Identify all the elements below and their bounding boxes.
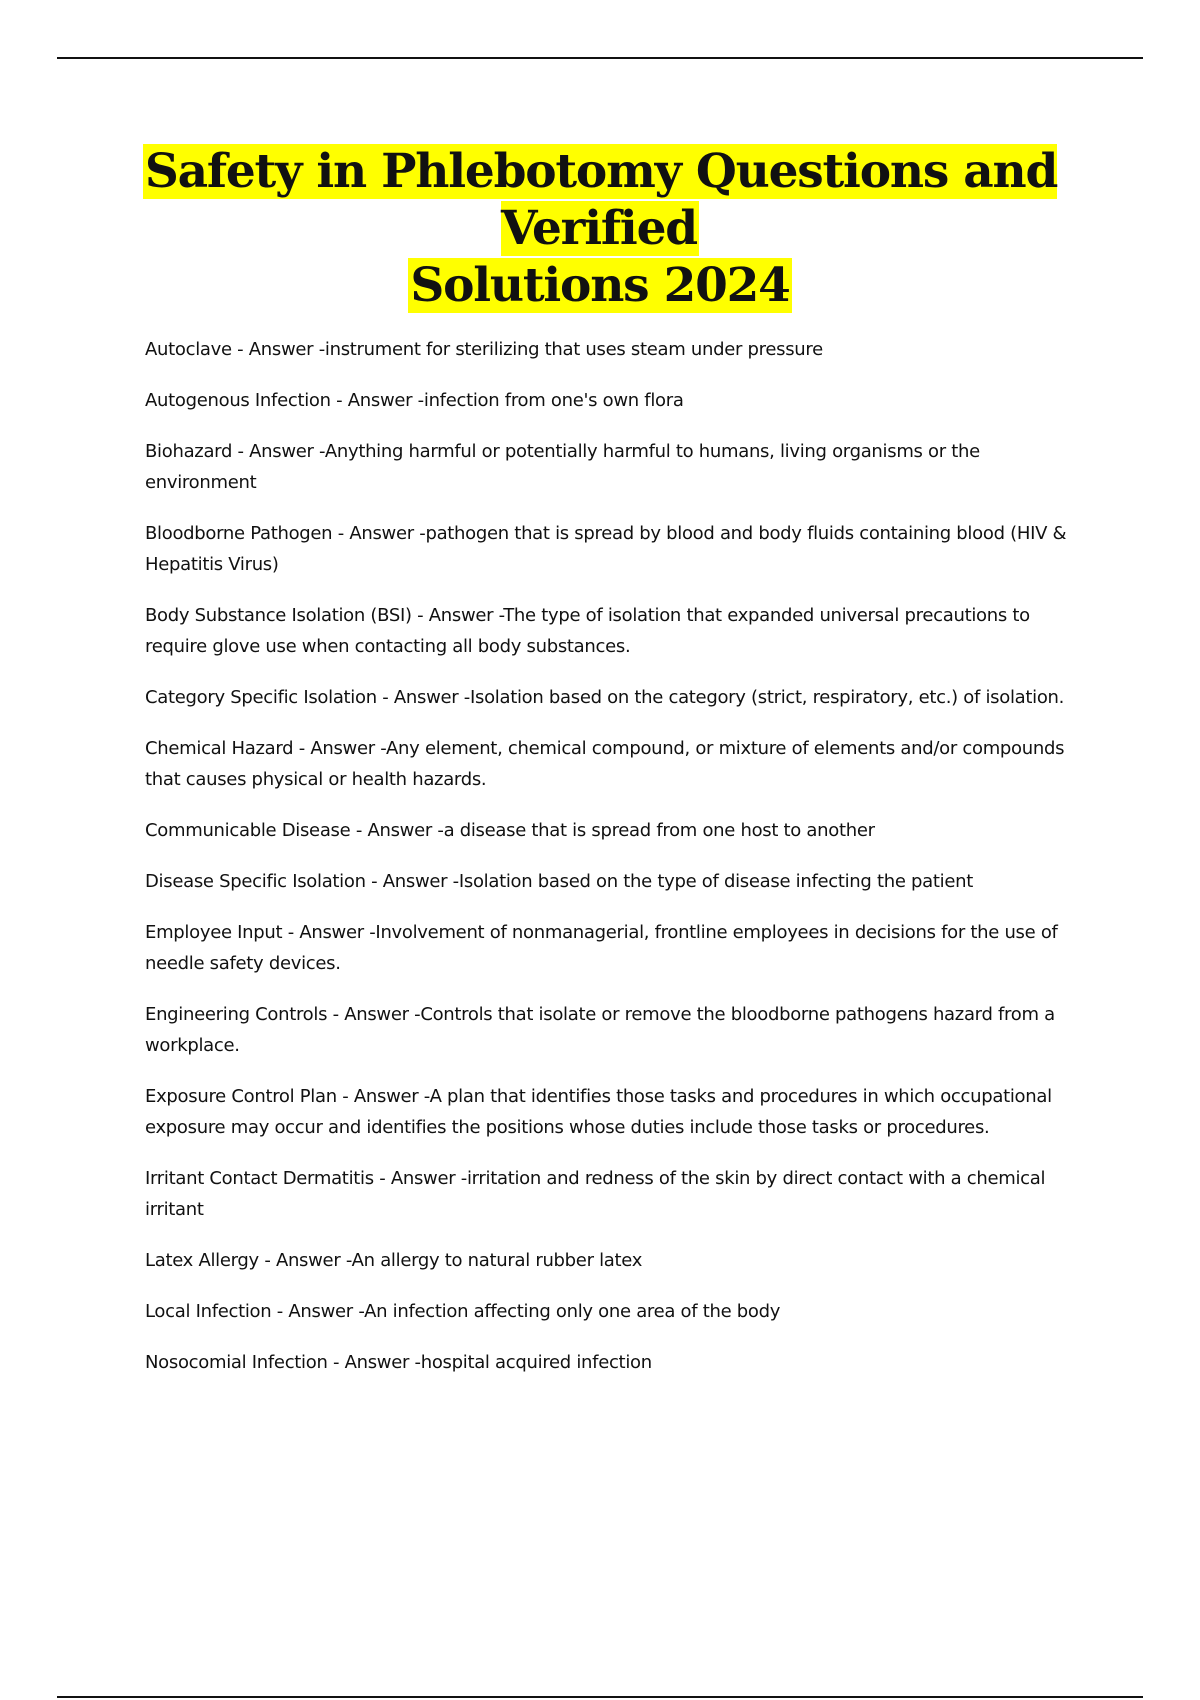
- document-title: [80, 143, 1120, 314]
- glossary-list: [145, 334, 1090, 1398]
- document-title-line-1: Safety in Phlebotomy Questions and Verified: [144, 144, 1058, 256]
- glossary-entry-exposure-control-plan: Exposure Control Plan - Answer -A plan that identifies those tasks and procedures in which occupational exposure may occur and identifies the positions whose duties include those tasks or procedures.: [145, 1086, 1052, 1138]
- glossary-entry-irritant-contact-dermatitis: Irritant Contact Dermatitis - Answer -irritation and redness of the skin by direct contact with a chemical irritant: [145, 1168, 1046, 1220]
- glossary-entry-employee-input: Employee Input - Answer -Involvement of nonmanagerial, frontline employees in decisions for the use of needle safety devices.: [145, 922, 1058, 974]
- glossary-entry-body-substance-isolation: Body Substance Isolation (BSI) - Answer -The type of isolation that expanded universal precautions to require glove use when contacting all body substances.: [145, 605, 1030, 657]
- glossary-entry-autogenous-infection: Autogenous Infection - Answer -infection from one's own flora: [145, 390, 684, 411]
- glossary-entry-chemical-hazard: Chemical Hazard - Answer -Any element, chemical compound, or mixture of elements and/or compounds that causes physical or health hazards.: [145, 738, 1065, 790]
- glossary-entry-communicable-disease: Communicable Disease - Answer -a disease that is spread from one host to another: [145, 820, 875, 841]
- glossary-entry-biohazard: Biohazard - Answer -Anything harmful or potentially harmful to humans, living organisms or the environment: [145, 441, 980, 493]
- glossary-entry-autoclave: Autoclave - Answer -instrument for sterilizing that uses steam under pressure: [145, 339, 823, 360]
- header-rule: [57, 57, 1143, 59]
- document-title-line-2: Solutions 2024: [410, 258, 790, 313]
- glossary-entry-category-specific-isolation: Category Specific Isolation - Answer -Isolation based on the category (strict, respiratory, etc.) of isolation.: [145, 687, 1065, 708]
- glossary-entry-bloodborne-pathogen: Bloodborne Pathogen - Answer -pathogen that is spread by blood and body fluids containing blood (HIV & Hepatitis Virus): [145, 523, 1067, 575]
- footer-rule: [57, 1696, 1143, 1698]
- glossary-entry-latex-allergy: Latex Allergy - Answer -An allergy to natural rubber latex: [145, 1250, 643, 1271]
- glossary-entry-disease-specific-isolation: Disease Specific Isolation - Answer -Isolation based on the type of disease infecting the patient: [145, 871, 973, 892]
- glossary-entry-nosocomial-infection: Nosocomial Infection - Answer -hospital acquired infection: [145, 1352, 652, 1373]
- glossary-entry-engineering-controls: Engineering Controls - Answer -Controls that isolate or remove the bloodborne pathogens hazard from a workplace.: [145, 1004, 1055, 1056]
- glossary-entry-local-infection: Local Infection - Answer -An infection affecting only one area of the body: [145, 1301, 781, 1322]
